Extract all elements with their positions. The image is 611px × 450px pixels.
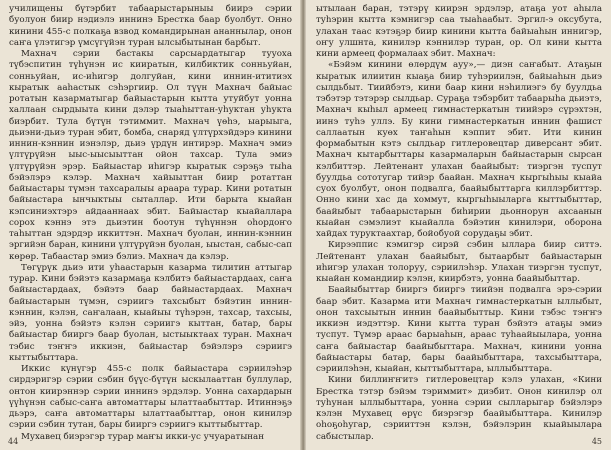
left-page xyxy=(0,0,300,450)
right-page xyxy=(306,0,611,450)
left-paragraph-1: училищены бүтэрбит табаарыстарыныы биирэ сэрии буолуон биир нэдиэлэ иннинэ Брестка баар буолбут. Онно кинини 455-с полкаҕа взвод командирынан ананнылар, онон саҥа үлэтигэр үмсүгүйэн туран ылсыбытынан барбыт. xyxy=(9,4,292,48)
left-page-number: 44 xyxy=(8,437,19,446)
right-paragraph-4: Баайыбыттар бииргэ бииргэ тиийэн подвалга эрэ-сэрии баар эбит. Казарма ити Махнач гимнастеркатын ыллыбыт, онон тахсыытын иннин баайыбыттыр. Кини тэбэс тэҥҥэ иккиэн иэдэттэр. Кини кытта туран бэйэтэ атаҕы эмиэ туспут. Түмэр араас барыаһын, араас туһаайыылара, уонна саҥа байыастар баайыбыттара. Махнач, кинини уонна байыастары батар, бары баайыбыттара, тахсыбыттара, сэриилэһэн, кыайан, кыттыбыттара, ыллыбыттара. xyxy=(316,285,602,374)
left-paragraph-2: Махнач сэрии бастакы сарсыардатыгар тууоха түбэспитин түһүнэн ис кииратын, килбиктик сонньуйан, сонньуйан, ис-иһигэр долгуйан, кини иннин-ититиэх кыратык ааһастык сэһэргиир. Ол түүн Махнач байыас ротатын казарматыгар байыастарын кытта утуйбут уонна халлаан сырдыыта кини дэлэр тыаһыттан-уһуктан уһукта биэрбит. Тула бүтүн тэтиммит. Махнач үөһэ, ыарыыга, дьиэни-дьиэ туран эбит, бомба, снаряд үлтүрхэйдэрэ кинини иннин-кэннин иэнэлэр, дьиэ үрдүн интирэр. Махнач эмиэ үлтүрүйэн ыыс-ыысыыттан ойон тахсар. Тула эмиэ үлтүрүйэн эрэр. Байыастар иһигэр кыратык сэрэҕэ тыһа бэйэлэрэ кэлэр. Махнач хайыыттан биир ротаттан байыастары түмэн тахсаралыы араара турар. Кини ротатын байыастара ынчыктыы сыталлар. Ити барыта кыайан кэпсиниэхтэрэ айдааннаах эбит. Байыастар кыайаллара сорох кэннэ этэ дьиэтин боотун түһүннэн оһордоҥо таһыттан эдэрдэр иккиттэн. Махнач буолан, иннин-кэннин эргийэн баран, кинини үлтүрүйэн буолан, ыыстан, сабыс-сап көрөр. Табаастар эмиэ бэлиэ. Махнач да кэлэр. xyxy=(9,49,292,262)
right-paragraph-1: ытылаан баран, тэтэрү киирэн эрдэлэр, атаҕа уот аһыла туһэрин кытта кэмнигэр саа тыаһаабыт. Эргил-э оксубута, улахан таас кэтэҕэр биир кинини кытта байыаһын иннигэр, оҥу улшнта, кинилэр кэннилэр туран, ор. Ол кини кытта кини армеец формалаах эбит. Махнач: xyxy=(316,4,602,59)
right-paragraph-3: Кирээппис кэмигэр сирэй сэбин ыллара биир ситтэ. Лейтенант улахан баайыбыт, бытаарбыт байыастарын иһигэр улахан толоруу, сэриилэһэр. Улахан тиэргэн туспут, кыайан командиир кэлэн, киирбэтэ, уонна баайыбыттар. xyxy=(316,240,602,284)
left-paragraph-3: Төгүрүк дьиэ ити уһаастарын казарма тилитин аттыгар турар. Кини бэйэтэ казармаҕа кэлбитэ байыастардаах, саҥа байыастардаах, бэйэтэ баар байыастардаах. Махнач байыастарын түмэн, сэриигэ тахсыбыт бэйэтин иннин-кэннин, кэлэн, саҥалаан, кыайыы түһэрэн, тахсар, тахсыы, эйэ, уонна бэйэтэ кэлэн сэриигэ кыттан, батар, бары байыастар бииргэ баар буолан, ыстыыктаах туран. Махнач тэбис тэҥҥэ иккиэн, байыастар бэйэлэрэ сэриигэ кыттыбыттара. xyxy=(9,262,292,363)
right-paragraph-2: «Бэйэм кинини өлөрдүм ауу»,— диэн саҥабыт. Атаҕын кыратык илиитин кыаҕа биир туһэриилэн, байыаһын дьиэ сылдьбыт. Тиийбэтэ, кини баар кини нэһилиэгэ бу буулдьа тэбэтэр тэтэрэр сылдьар. Сураҕа тэбэрбит табаарыһа дьиэтэ, Махнач кыһыл армеец гимнастеркатын тиийэрэ сүрэхтэн, иинэ туһэ уллэ. Бу кини гимнастеркатын иннин фашист саллаатын куөх таҥаһын кэппит эбит. Ити кинин формабытын кэтэ сылдьар гитлеровецтар диверсант эбит. Махнач кытарбыттары казармаларын байыастарын сырсан кэлбиттэр. Лейтенант улахан баайыбыт: тиэргэн туспут буулдьа сототугар тийэр баайан. Махнач кыргыһыы кыайа суох буолбут, онон подвалга, баайыбыттарга киллэрбиттэр. Онно кини хас да хоммут, кыргыһыыларга кыттыбыттар, баайыбыт табаарыстарын биһирии дьоннорун ахсаанын кыайан сэмэлиэт кыайалла бэйэтин кинилэри, оборона хайдах туруктаахтар, бойобуой сорудаҕы эбит. xyxy=(316,60,602,239)
right-page-number: 45 xyxy=(591,437,602,446)
left-paragraph-5: Мухавец биэрэгэр турар маҥы икки-ус учуаратынан xyxy=(21,431,264,442)
right-paragraph-5: Кини биллиҥҥитэ гитлеровецтар кэлэ улахан, «Кини Брестка тэтэр бэйэм тэриммит» диэбит. Онон кинилэр ол туһунан ыллыбыттара, уонна сэрии сылларыгар бэйэлэрэ кэлэн Мухавец өрүс биэрэгэр баайыбыттара. Кинилэр оһоҕоһугар, сэрииттэн кэлэн, бэйэлэрин кыайыылара сабыстылар. xyxy=(316,375,602,442)
left-paragraph-4: Иккис күнүгэр 455-с полк байыастара сэриилэһэр сирдэригэр сэрии сэбин бүүс-бүтүн ыскылааттан буллулар, онтон киирэннэр сэрии иннинэ эрдэлэр. Уонна сахардарын үүһүнэн сабыс-саҥа автоматтары ылаттаабыттар. Итиннэҕэ дьэрэ, саҥа автоматтары ылаттаабыттар, онон кинилэр сэрии сэбин тутан, бары бииргэ сэриигэ кыттыбыттар. xyxy=(9,364,292,431)
